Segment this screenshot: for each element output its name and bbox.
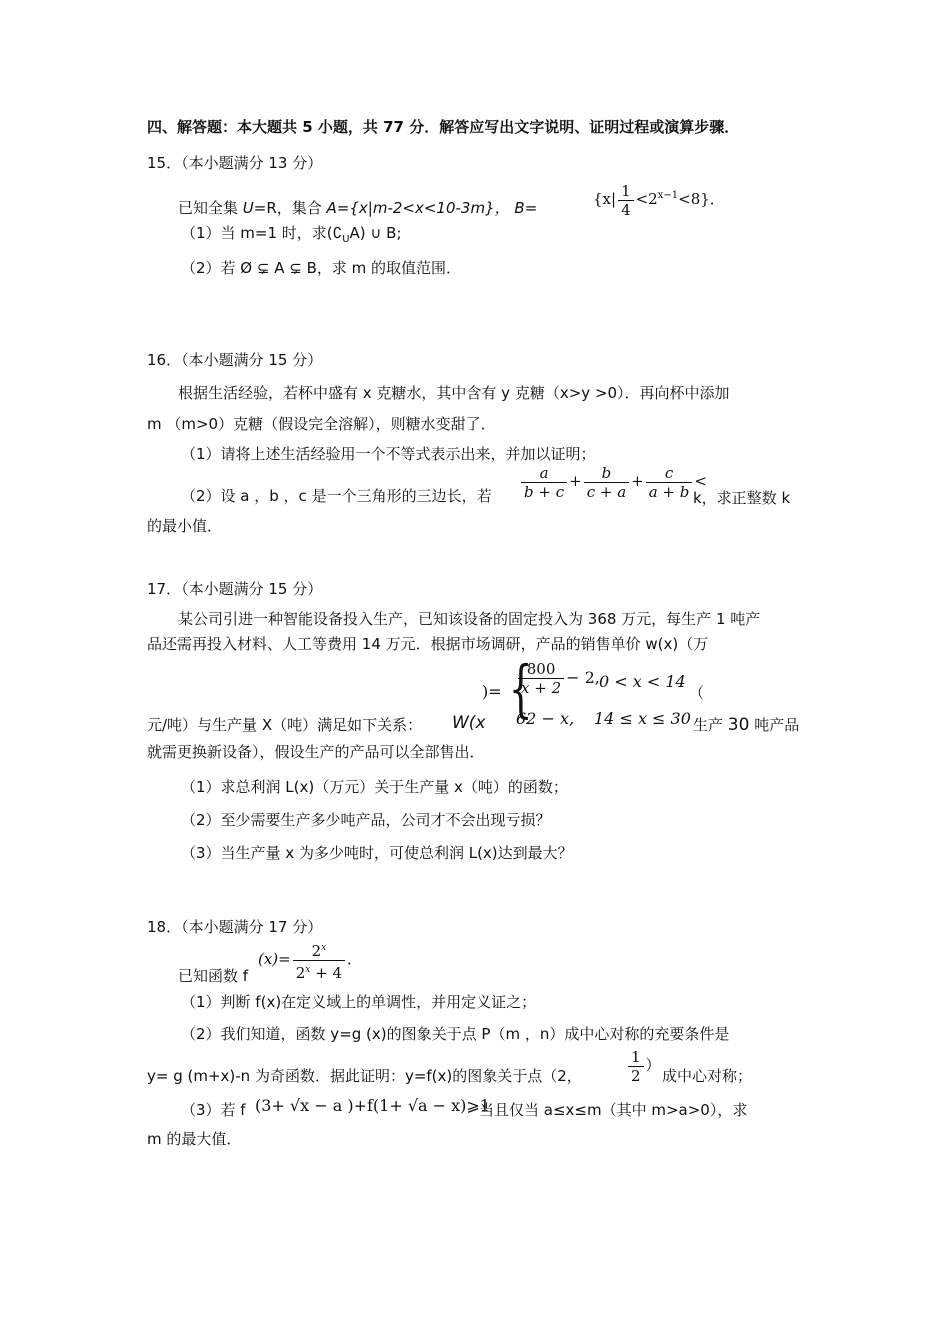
q18-part2b-lead: y= g (m+x)-n 为奇函数．据此证明：y=f(x)的图象关于点（2， xyxy=(147,1067,582,1085)
q18-part1: （1）判断 f(x)在定义域上的单调性，并用定义证之； xyxy=(181,993,537,1011)
q17-line2: 品还需再投入材料、人工等费用 14 万元．根据市场调研，产品的销售单价 w(x)（万 xyxy=(147,635,709,653)
q17-case2: 62 − x, xyxy=(516,709,575,728)
q16-number: 16．（本小题满分 15 分） xyxy=(147,351,323,369)
q16-part2-lead: （2）设 a ，b ，c 是一个三角形的三边长，若 xyxy=(181,487,492,505)
q18-part2: （2）我们知道，函数 y=g (x)的图象关于点 P（m ，n）成中心对称的充要条件是 xyxy=(181,1025,730,1043)
q16-inequality: $\frac{a}{b + c}$ + $\frac{b}{c + a}$ + $\frac{c}{a + b}$ < xyxy=(519,458,707,504)
q17-part3: （3）当生产量 x 为多少吨时，可使总利润 L(x)达到最大？ xyxy=(181,844,573,862)
q18-part3-tail: 当且仅当 a≤x≤m（其中 m>a>0），求 xyxy=(479,1101,748,1119)
q17-wx: W(x xyxy=(452,713,486,733)
q17-line1: 某公司引进一种智能设备投入生产，已知该设备的固定投入为 368 万元，每生产 1 吨产 xyxy=(178,610,761,628)
q15-number: 15．（本小题满分 13 分） xyxy=(147,154,323,172)
q17-eqsign: )= xyxy=(482,682,502,701)
q16-line2: m （m>0）克糖（假设完全溶解），则糖水变甜了． xyxy=(147,415,496,433)
q17-line4: 就需更换新设备），假设生产的产品可以全部售出． xyxy=(147,743,485,761)
section-header: 四、解答题：本大题共 5 小题，共 77 分．解答应写出文字说明、证明过程或演算步骤． xyxy=(147,118,740,136)
q16-part2-tail: k，求正整数 k xyxy=(693,489,791,507)
q17-case2-cond: 14 ≤ x ≤ 30 xyxy=(594,709,691,728)
q18-part2b-tail: 成中心对称； xyxy=(662,1067,753,1085)
q17-case1: $\frac{800}{x + 2}$ − 2, xyxy=(516,660,600,697)
q18-part3-expr: (3+ √x − a )+f(1+ √a − x)⩾1 xyxy=(255,1096,490,1115)
q17-case1-cond: 0 < x < 14 xyxy=(599,672,686,691)
q18-function: (x)= $\frac{2^x}{2^x + 4}$ ． xyxy=(258,941,363,982)
q16-part2-end: 的最小值． xyxy=(147,517,223,535)
q18-part3-lead: （3）若 f xyxy=(181,1101,246,1119)
q16-line1: 根据生活经验，若杯中盛有 x 克糖水，其中含有 y 克糖（x>y >0）．再向杯中添加 xyxy=(178,384,730,402)
q18-given-lead: 已知函数 f xyxy=(178,967,249,985)
q15-part2: （2）若 Ø ⊊ A ⊊ B，求 m 的取值范围． xyxy=(181,259,462,277)
q17-paren: （ xyxy=(689,684,705,702)
q18-half: $\frac{1}{2}$ ） xyxy=(626,1045,661,1085)
q16-part1: （1）请将上述生活经验用一个不等式表示出来，并加以证明； xyxy=(181,445,596,463)
q15-frac: $\frac{1}{4}$ xyxy=(618,182,634,219)
q17-part2: （2）至少需要生产多少吨产品，公司才不会出现亏损？ xyxy=(181,811,551,829)
q15-set-b: {x| $\frac{1}{4}$ $<2^{x-1}<8$}． xyxy=(593,181,725,219)
q17-number: 17．（本小题满分 15 分） xyxy=(147,580,323,598)
q18-number: 18．（本小题满分 17 分） xyxy=(147,918,323,936)
q17-part1: （1）求总利润 L(x)（万元）关于生产量 x（吨）的函数； xyxy=(181,778,568,796)
q18-part3-end: m 的最大值． xyxy=(147,1130,242,1148)
q17-brace: { xyxy=(508,652,533,725)
q17-line3-tail: 生产 30 吨产品 xyxy=(693,715,800,735)
q17-line3-lead: 元/吨）与生产量 X（吨）满足如下关系： xyxy=(147,716,423,734)
q15-given: 已知全集 U=R，集合 A={x|m-2<x<10-3m}， B= xyxy=(178,199,538,217)
q15-part1: （1）当 m=1 时，求$(∁_UA)$ ∪ B; xyxy=(181,224,402,245)
